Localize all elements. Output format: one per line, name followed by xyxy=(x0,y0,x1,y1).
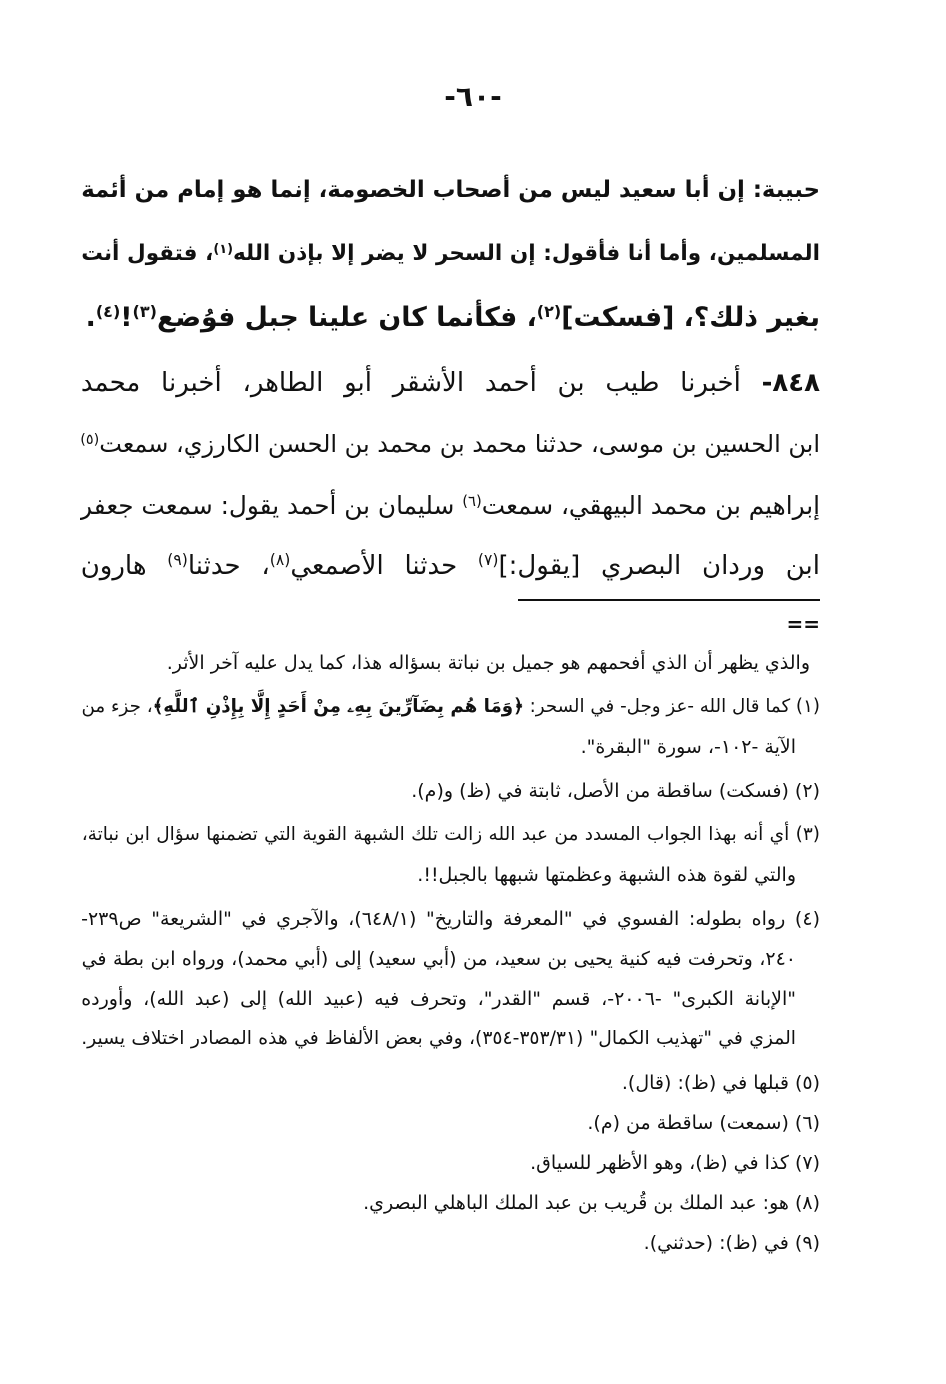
main-text-paragraph xyxy=(80,158,820,350)
text-segment: أخبرنا طيب بن أحمد الأشقر أبو الطاهر، أخبرنا محمد xyxy=(80,368,762,398)
main-text-line xyxy=(80,222,820,286)
footnote-3 xyxy=(80,815,820,895)
text-segment: "الإبانة الكبرى" -٢٠٠٦-، قسم "القدر"، وتحرف فيه (عبيد الله) إلى (عبد الله)، وأورده xyxy=(81,988,796,1010)
text-segment: حبيبة: إن أبا سعيد ليس من أصحاب الخصومة، إنما هو إمام من أئمة xyxy=(81,177,820,203)
footnotes xyxy=(80,643,820,1263)
text-segment: ابن الحسين بن موسى، حدثنا محمد بن محمد بن الحسن الكارزي، سمعت xyxy=(99,430,820,458)
text-segment: (٥) قبلها في (ظ): (قال). xyxy=(621,1072,820,1094)
text-segment: (٤) رواه بطوله: الفسوي في "المعرفة والتاريخ" (٦٤٨/١)، والآجري في "الشريعة" ص٢٣٩- xyxy=(81,908,820,930)
footnote-8 xyxy=(80,1183,820,1223)
hadith-line xyxy=(80,475,820,536)
text-segment: . xyxy=(85,302,96,333)
footnote-7 xyxy=(80,1143,820,1183)
footnote-line xyxy=(80,1103,820,1143)
text-segment: المسلمين، وأما أنا فأقول: إن السحر لا يضر إلا بإذن الله xyxy=(233,241,820,266)
footnote-line xyxy=(80,815,820,855)
text-segment: هارون xyxy=(80,551,168,581)
text-segment: (٨) هو: عبد الملك بن قُريب بن عبد الملك الباهلي البصري. xyxy=(363,1192,820,1214)
footnote-9 xyxy=(80,1223,820,1263)
main-text-line xyxy=(80,286,820,350)
footnote-line xyxy=(80,899,820,939)
hadith-number: ٨٤٨- xyxy=(761,368,820,398)
footnote-line xyxy=(80,855,820,895)
text-segment: ! xyxy=(120,302,133,333)
footnote-reference: (٤) xyxy=(95,302,121,322)
footnote-line xyxy=(80,1019,820,1059)
text-segment: (١) كما قال الله -عز وجل- في السحر: xyxy=(523,696,820,717)
footnote-5 xyxy=(80,1063,820,1103)
quran-verse: ﴿وَمَا هُم بِضَآرِّينَ بِهِۦ مِنْ أَحَدٍ إِلَّا بِإِذْنِ ٱللَّهِ﴾ xyxy=(152,696,524,717)
footnote-reference: (٥) xyxy=(80,432,100,449)
footnote-6 xyxy=(80,1103,820,1143)
footnote-continuation xyxy=(80,643,820,683)
text-segment: ، حدثنا xyxy=(187,551,270,581)
footnote-line xyxy=(80,939,820,979)
footnote-line xyxy=(80,1063,820,1103)
text-segment: ، فكأنما كان علينا جبل فوُضع xyxy=(156,302,537,333)
text-segment: الآية -١٠٢-، سورة "البقرة". xyxy=(580,736,796,758)
text-segment: ، فتقول أنت xyxy=(81,241,214,266)
footnote-line xyxy=(80,1143,820,1183)
text-segment: إبراهيم بن محمد البيهقي، سمعت xyxy=(481,491,820,520)
text-segment: سليمان بن أحمد يقول: سمعت جعفر xyxy=(80,491,463,520)
hadith-paragraph xyxy=(80,353,820,597)
text-segment: والذي يظهر أن الذي أفحمهم هو جميل بن نباتة بسؤاله هذا، كما يدل عليه آخر الأثر. xyxy=(166,652,810,674)
footnote-reference: (٦) xyxy=(462,491,482,510)
text-segment: (٩) في (ظ): (حدثني). xyxy=(643,1232,820,1254)
footnote-1 xyxy=(80,687,820,767)
footnote-reference: (٧) xyxy=(477,551,499,570)
text-segment: ٢٤٠، وتحرفت فيه كنية يحيى بن سعيد، من (أبي سعيد) إلى (أبي محمد)، ورواه ابن بطة في xyxy=(81,948,796,970)
footnote-separator xyxy=(518,599,820,601)
page-number: -٦٠- xyxy=(444,80,502,113)
text-segment: المزي في "تهذيب الكمال" (٣٥٣/٣١-٣٥٤)، وفي بعض الألفاظ في هذه المصادر اختلاف يسير. xyxy=(81,1028,796,1049)
text-segment: حدثنا الأصمعي xyxy=(290,551,478,581)
hadith-line xyxy=(80,414,820,475)
footnote-4 xyxy=(80,899,820,1059)
hadith-line xyxy=(80,536,820,597)
footnote-line xyxy=(80,727,820,767)
text-segment: والتي لقوة هذه الشبهة وعظمتها شبهها بالجبل!!. xyxy=(417,864,796,886)
text-segment: (٧) كذا في (ظ)، وهو الأظهر للسياق. xyxy=(530,1152,820,1174)
footnote-line xyxy=(80,1223,820,1263)
text-segment: بغير ذلك؟، [فسكت] xyxy=(561,302,820,333)
footnote-reference: (٢) xyxy=(536,302,562,322)
text-segment: ابن وردان البصري [يقول:] xyxy=(498,551,820,581)
footnote-line xyxy=(80,979,820,1019)
footnote-line xyxy=(80,771,820,811)
footnote-line xyxy=(80,687,820,727)
footnote-reference: (٨) xyxy=(269,551,291,570)
footnote-line xyxy=(80,1183,820,1223)
footnote-reference: (٣) xyxy=(132,302,157,322)
text-segment: (٦) (سمعت) ساقطة من (م). xyxy=(587,1112,820,1134)
footnote-continuation-mark: == xyxy=(786,612,820,636)
hadith-line xyxy=(80,353,820,414)
footnote-line xyxy=(80,643,820,683)
footnote-2 xyxy=(80,771,820,811)
footnote-reference: (٩) xyxy=(167,551,188,570)
text-segment: (٣) أي أنه بهذا الجواب المسدد من عبد الله زالت تلك الشبهة القوية التي تضمنها سؤال ابن نباتة، xyxy=(81,824,820,845)
text-segment: ، جزء من xyxy=(81,696,153,717)
footnote-reference: (١) xyxy=(213,241,234,257)
main-text-line xyxy=(80,158,820,222)
text-segment: (٢) (فسكت) ساقطة من الأصل، ثابتة في (ظ) و(م). xyxy=(411,780,820,802)
